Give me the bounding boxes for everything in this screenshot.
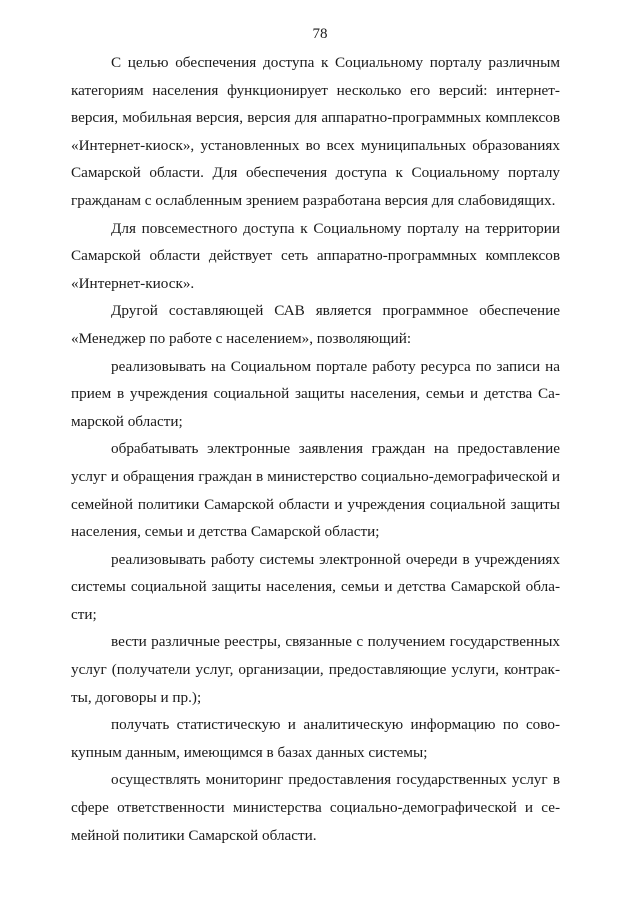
list-item-registries: вести различные реестры, связанные с получением государственных услуг (получатели услуг, организации, предоставляющие услуги, контракты, договоры и пр.);	[71, 633, 560, 706]
paragraph-kiosk-network: Для повсеместного доступа к Социальному порталу на территории Самарской области действует сеть аппаратно-программных комплексов «Интернет-киоск».	[71, 219, 560, 292]
paragraph-portal-versions: С целью обеспечения доступа к Социальному порталу различным категориям населения функционирует несколько его версий: интернет-версия, мобильная версия, версия для аппаратно-программных комплексов «Интернет-киоск», установленных во всех муниципальных образованиях Самарской области. Для обеспечения доступа к Социальному порталу гражданам с ослабленным зрением разработана версия для слабовидящих.	[71, 54, 560, 209]
paragraph-manager-software: Другой составляющей САВ является программное обеспечение «Менеджер по работе с населением», позволяющий:	[71, 302, 560, 347]
list-item-electronic-applications: обрабатывать электронные заявления граждан на предоставление услуг и обращения граждан в министерство социально-демографической и семейной политики Самарской области и учреждения социальной защиты населения, семьи и детства Самарской области;	[71, 440, 560, 541]
list-item-statistics: получать статистическую и аналитическую информацию по совокупным данным, имеющимся в базах данных системы;	[71, 716, 560, 761]
list-item-monitoring: осуществлять мониторинг предоставления государственных услуг в сфере ответственности министерства социально-демографической и семейной политики Самарской области.	[71, 771, 560, 844]
document-body	[71, 49, 560, 849]
page-number: 78	[312, 26, 328, 42]
list-item-appointment-booking: реализовывать на Социальном портале работу ресурса по записи на прием в учреждения социальной защиты населения, семьи и детства Самарской области;	[71, 357, 560, 430]
list-item-electronic-queue: реализовывать работу системы электронной очереди в учреждениях системы социальной защиты населения, семьи и детства Самарской области;	[71, 550, 560, 623]
